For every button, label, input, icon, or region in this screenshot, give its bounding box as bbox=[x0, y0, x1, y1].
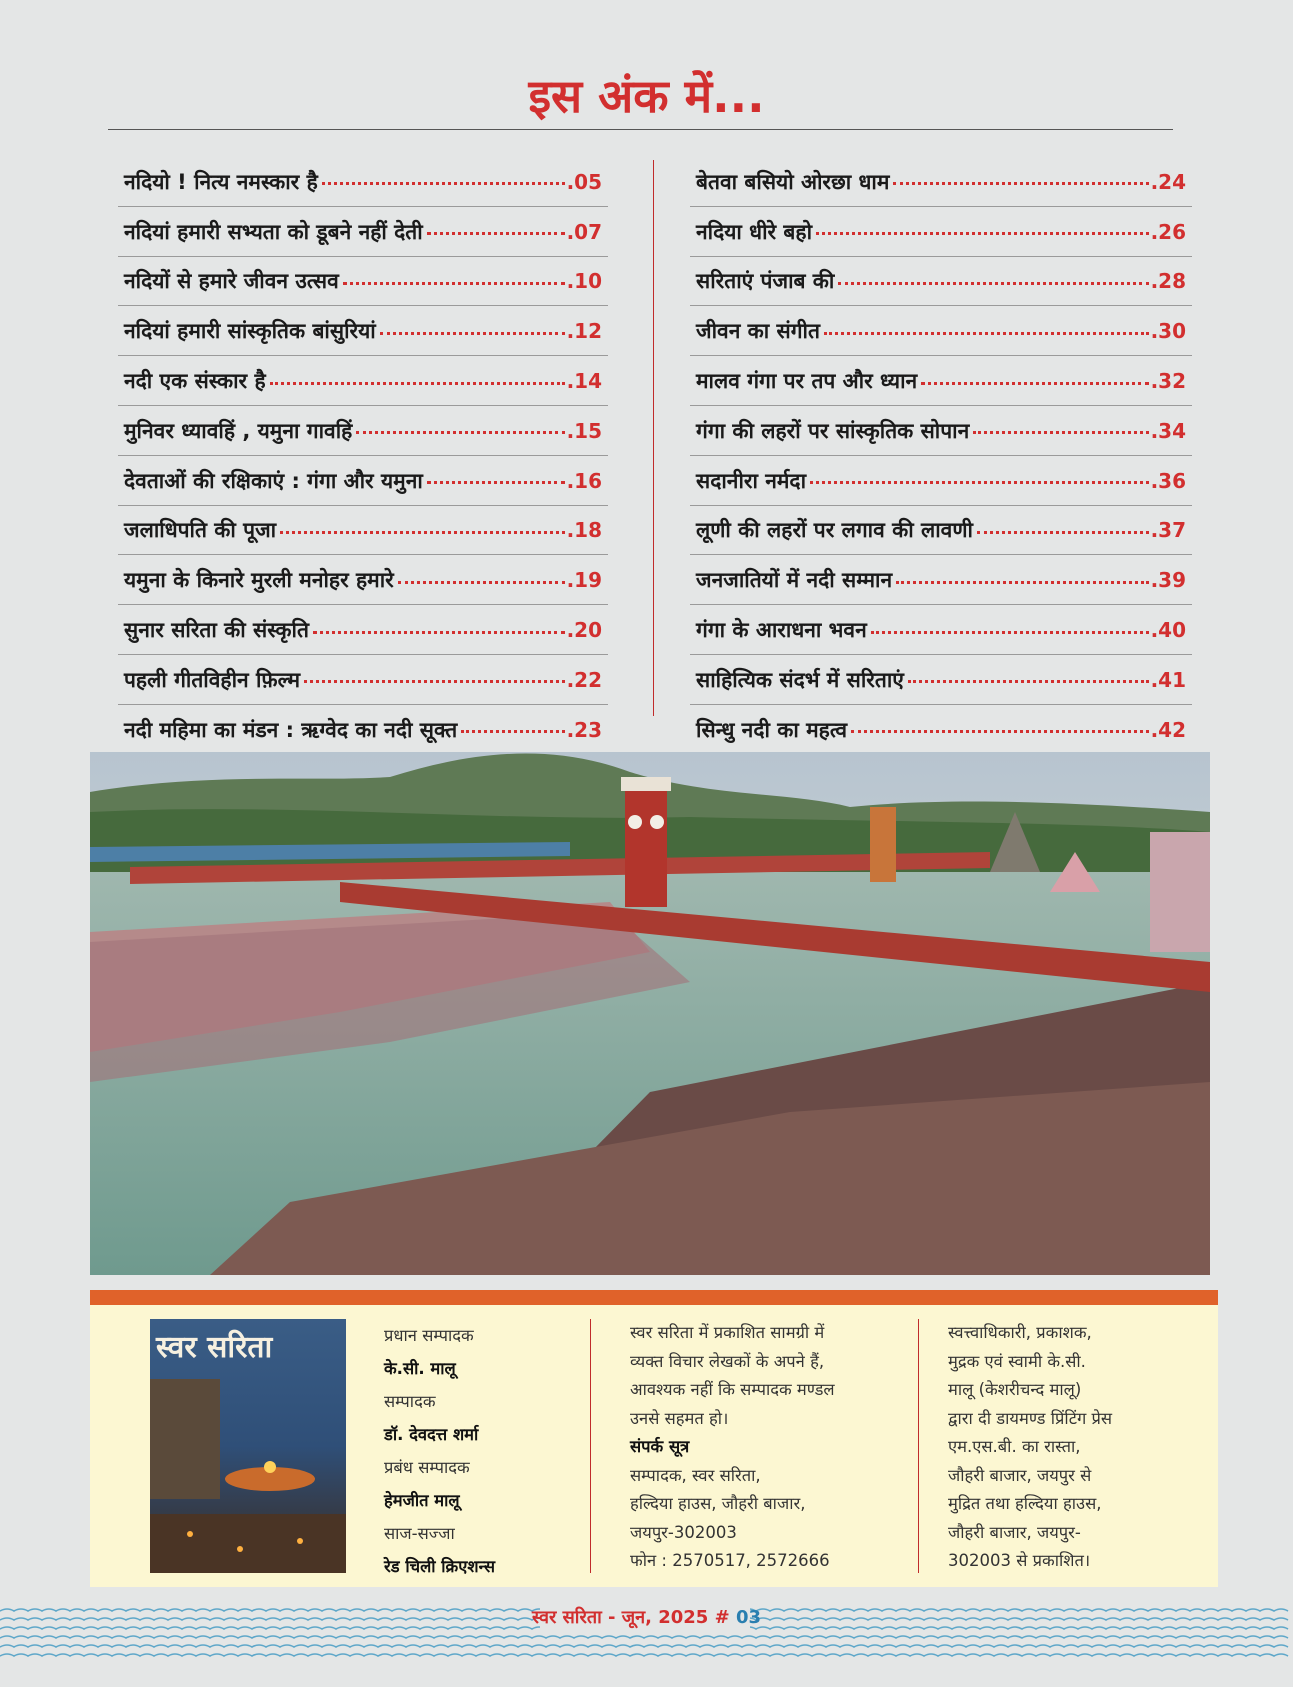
toc-entry-page: .32 bbox=[1150, 369, 1186, 394]
toc-dot-leader bbox=[908, 670, 1149, 683]
manager-label: प्रबंध सम्पादक bbox=[384, 1458, 470, 1477]
toc-entry[interactable] bbox=[696, 157, 1186, 207]
toc-dot-leader bbox=[851, 720, 1149, 733]
toc-entry-title: मालव गंगा पर तप और ध्यान bbox=[696, 369, 918, 394]
wave-line bbox=[0, 1654, 1288, 1656]
toc-left-column bbox=[124, 157, 602, 755]
toc-dot-leader bbox=[824, 322, 1149, 335]
toc-entry[interactable] bbox=[696, 406, 1186, 456]
toc-entry[interactable] bbox=[124, 306, 602, 356]
toc-column-divider bbox=[653, 160, 654, 716]
chief-editor-name: के.सी. मालू bbox=[384, 1359, 456, 1378]
staff-column bbox=[384, 1319, 584, 1583]
toc-entry-title: गंगा के आराधना भवन bbox=[696, 618, 867, 643]
toc-dot-leader bbox=[270, 372, 565, 385]
toc-entry[interactable] bbox=[124, 605, 602, 655]
publisher-line: एम.एस.बी. का रास्ता, bbox=[948, 1437, 1081, 1456]
toc-entry-page: .16 bbox=[566, 468, 602, 493]
info-top-bar bbox=[90, 1290, 1218, 1305]
toc-entry-title: नदियां हमारी सांस्कृतिक बांसुरियां bbox=[124, 319, 376, 344]
toc-entry-title: साहित्यिक संदर्भ में सरिताएं bbox=[696, 667, 904, 692]
toc-entry-page: .14 bbox=[566, 369, 602, 394]
toc-entry[interactable] bbox=[124, 456, 602, 506]
toc-entry-page: .34 bbox=[1150, 418, 1186, 443]
info-divider-2 bbox=[918, 1319, 919, 1573]
contact-phone: फोन : 2570517, 2572666 bbox=[630, 1551, 830, 1570]
wave-line bbox=[0, 1636, 1288, 1638]
publisher-line: मुद्रक एवं स्वामी के.सी. bbox=[948, 1351, 1086, 1371]
toc-entry[interactable] bbox=[124, 157, 602, 207]
toc-entry-page: .26 bbox=[1150, 219, 1186, 244]
toc-entry[interactable] bbox=[696, 555, 1186, 605]
toc-entry[interactable] bbox=[124, 406, 602, 456]
footer-page-number: 03 bbox=[735, 1607, 761, 1628]
cover-title: स्वर सरिता bbox=[156, 1330, 273, 1365]
toc-entry-page: .37 bbox=[1150, 518, 1186, 543]
toc-entry-title: सुनार सरिता की संस्कृति bbox=[124, 618, 309, 643]
toc-entry[interactable] bbox=[696, 207, 1186, 257]
toc-dot-leader bbox=[816, 222, 1149, 235]
toc-dot-leader bbox=[398, 571, 565, 584]
toc-entry-page: .39 bbox=[1150, 568, 1186, 593]
publisher-line: स्वत्त्वाधिकारी, प्रकाशक, bbox=[948, 1323, 1092, 1342]
toc-dot-leader bbox=[838, 272, 1148, 285]
contact-line: सम्पादक, स्वर सरिता, bbox=[630, 1465, 761, 1485]
toc-entry[interactable] bbox=[124, 356, 602, 406]
toc-dot-leader bbox=[343, 272, 565, 285]
publisher-line: जौहरी बाजार, जयपुर से bbox=[948, 1465, 1092, 1485]
toc-dot-leader bbox=[810, 471, 1149, 484]
toc-entry-title: सदानीरा नर्मदा bbox=[696, 468, 807, 493]
toc-entry-title: यमुना के किनारे मुरली मनोहर हमारे bbox=[124, 568, 394, 593]
toc-entry-title: जीवन का संगीत bbox=[696, 319, 820, 344]
manager-name: हेमजीत मालू bbox=[384, 1491, 460, 1510]
toc-entry-page: .10 bbox=[566, 269, 602, 294]
disclaimer-line: उनसे सहमत हो। bbox=[630, 1408, 729, 1428]
masthead-panel bbox=[90, 1305, 1218, 1587]
toc-entry-page: .36 bbox=[1150, 468, 1186, 493]
toc-entry-page: .05 bbox=[566, 169, 602, 194]
contact-line: जयपुर-302003 bbox=[630, 1522, 737, 1542]
toc-dot-leader bbox=[921, 372, 1148, 385]
ghat-photo bbox=[90, 752, 1210, 1275]
toc-entry[interactable] bbox=[124, 506, 602, 556]
publisher-line: मुद्रित तथा हल्दिया हाउस, bbox=[948, 1494, 1102, 1513]
toc-entry-title: नदी महिमा का मंडन : ऋग्वेद का नदी सूक्त bbox=[124, 717, 458, 742]
toc-dot-leader bbox=[304, 670, 565, 683]
toc-entry-page: .28 bbox=[1150, 269, 1186, 294]
toc-entry-title: नदिया धीरे बहो bbox=[696, 219, 813, 244]
editor-label: सम्पादक bbox=[384, 1392, 436, 1411]
title-divider bbox=[108, 129, 1173, 130]
contact-line: हल्दिया हाउस, जौहरी बाजार, bbox=[630, 1494, 806, 1513]
toc-entry-title: नदी एक संस्कार है bbox=[124, 369, 266, 394]
toc-entry[interactable] bbox=[696, 705, 1186, 755]
toc-dot-leader bbox=[322, 172, 565, 185]
toc-entry-page: .24 bbox=[1150, 169, 1186, 194]
toc-entry-title: नदियो ! नित्य नमस्कार है bbox=[124, 169, 318, 194]
toc-entry[interactable] bbox=[696, 605, 1186, 655]
publisher-line: मालू (केशरीचन्द मालू) bbox=[948, 1380, 1082, 1399]
toc-entry-page: .42 bbox=[1150, 717, 1186, 742]
toc-entry-title: देवताओं की रक्षिकाएं : गंगा और यमुना bbox=[124, 468, 423, 493]
disclaimer-line: स्वर सरिता में प्रकाशित सामग्री में bbox=[630, 1323, 825, 1342]
toc-entry-page: .23 bbox=[566, 717, 602, 742]
toc-entry[interactable] bbox=[696, 306, 1186, 356]
info-divider-1 bbox=[590, 1319, 591, 1573]
toc-dot-leader bbox=[896, 571, 1148, 584]
toc-entry-page: .18 bbox=[566, 518, 602, 543]
toc-entry[interactable] bbox=[696, 356, 1186, 406]
design-name: रेड चिली क्रिएशन्स bbox=[384, 1557, 496, 1576]
toc-dot-leader bbox=[893, 172, 1148, 185]
toc-dot-leader bbox=[427, 222, 565, 235]
publisher-line: जौहरी बाजार, जयपुर- bbox=[948, 1522, 1081, 1542]
wave-line bbox=[0, 1645, 1288, 1647]
toc-entry-page: .19 bbox=[566, 568, 602, 593]
publisher-column bbox=[948, 1319, 1193, 1576]
toc-entry-title: लूणी की लहरों पर लगाव की लावणी bbox=[696, 518, 973, 543]
toc-dot-leader bbox=[280, 521, 564, 534]
toc-right-column bbox=[696, 157, 1186, 755]
toc-dot-leader bbox=[313, 621, 565, 634]
toc-entry-title: नदियां हमारी सभ्यता को डूबने नहीं देती bbox=[124, 219, 423, 244]
toc-entry-title: पहली गीतविहीन फ़िल्म bbox=[124, 667, 301, 692]
page-footer bbox=[0, 1605, 1293, 1629]
toc-entry[interactable] bbox=[696, 456, 1186, 506]
disclaimer-line: आवश्यक नहीं कि सम्पादक मण्डल bbox=[630, 1380, 835, 1399]
toc-entry-page: .40 bbox=[1150, 618, 1186, 643]
toc-entry-title: जनजातियों में नदी सम्मान bbox=[696, 568, 893, 593]
disclaimer-column bbox=[630, 1319, 900, 1576]
toc-dot-leader bbox=[356, 421, 564, 434]
magazine-cover-image bbox=[150, 1319, 346, 1573]
toc-entry-title: सिन्धु नदी का महत्व bbox=[696, 717, 848, 742]
contact-label: संपर्क सूत्र bbox=[630, 1437, 690, 1456]
toc-entry-page: .07 bbox=[566, 219, 602, 244]
design-label: साज-सज्जा bbox=[384, 1524, 455, 1543]
toc-entry-title: मुनिवर ध्यावहिं , यमुना गावहिं bbox=[124, 418, 353, 443]
toc-entry[interactable] bbox=[696, 506, 1186, 556]
toc-entry-page: .20 bbox=[566, 618, 602, 643]
editor-name: डॉ. देवदत्त शर्मा bbox=[384, 1425, 479, 1444]
toc-entry-title: गंगा की लहरों पर सांस्कृतिक सोपान bbox=[696, 418, 970, 443]
toc-entry-title: जलाधिपति की पूजा bbox=[124, 518, 277, 543]
disclaimer-line: व्यक्त विचार लेखकों के अपने हैं, bbox=[630, 1351, 825, 1371]
toc-entry[interactable] bbox=[124, 555, 602, 605]
publisher-line: 302003 से प्रकाशित। bbox=[948, 1551, 1091, 1570]
toc-entry[interactable] bbox=[124, 257, 602, 307]
toc-entry[interactable] bbox=[124, 207, 602, 257]
toc-entry[interactable] bbox=[124, 655, 602, 705]
toc-entry-page: .12 bbox=[566, 319, 602, 344]
toc-entry-page: .30 bbox=[1150, 319, 1186, 344]
toc-entry-title: बेतवा बसियो ओरछा धाम bbox=[696, 169, 890, 194]
toc-dot-leader bbox=[871, 621, 1149, 634]
footer-label: स्वर सरिता - जून, 2025 # bbox=[532, 1607, 730, 1628]
toc-entry[interactable] bbox=[124, 705, 602, 755]
toc-entry[interactable] bbox=[696, 257, 1186, 307]
toc-entry-page: .22 bbox=[566, 667, 602, 692]
toc-dot-leader bbox=[973, 421, 1148, 434]
toc-entry-title: नदियों से हमारे जीवन उत्सव bbox=[124, 269, 339, 294]
page-title: इस अंक में... bbox=[528, 69, 765, 123]
toc-dot-leader bbox=[461, 720, 564, 733]
toc-entry[interactable] bbox=[696, 655, 1186, 705]
publisher-line: द्वारा दी डायमण्ड प्रिंटिंग प्रेस bbox=[948, 1408, 1113, 1428]
toc-dot-leader bbox=[977, 521, 1149, 534]
toc-entry-title: सरिताएं पंजाब की bbox=[696, 269, 835, 294]
toc-dot-leader bbox=[427, 471, 565, 484]
chief-editor-label: प्रधान सम्पादक bbox=[384, 1326, 474, 1345]
toc-entry-page: .41 bbox=[1150, 667, 1186, 692]
toc-entry-page: .15 bbox=[566, 418, 602, 443]
toc-dot-leader bbox=[380, 322, 565, 335]
